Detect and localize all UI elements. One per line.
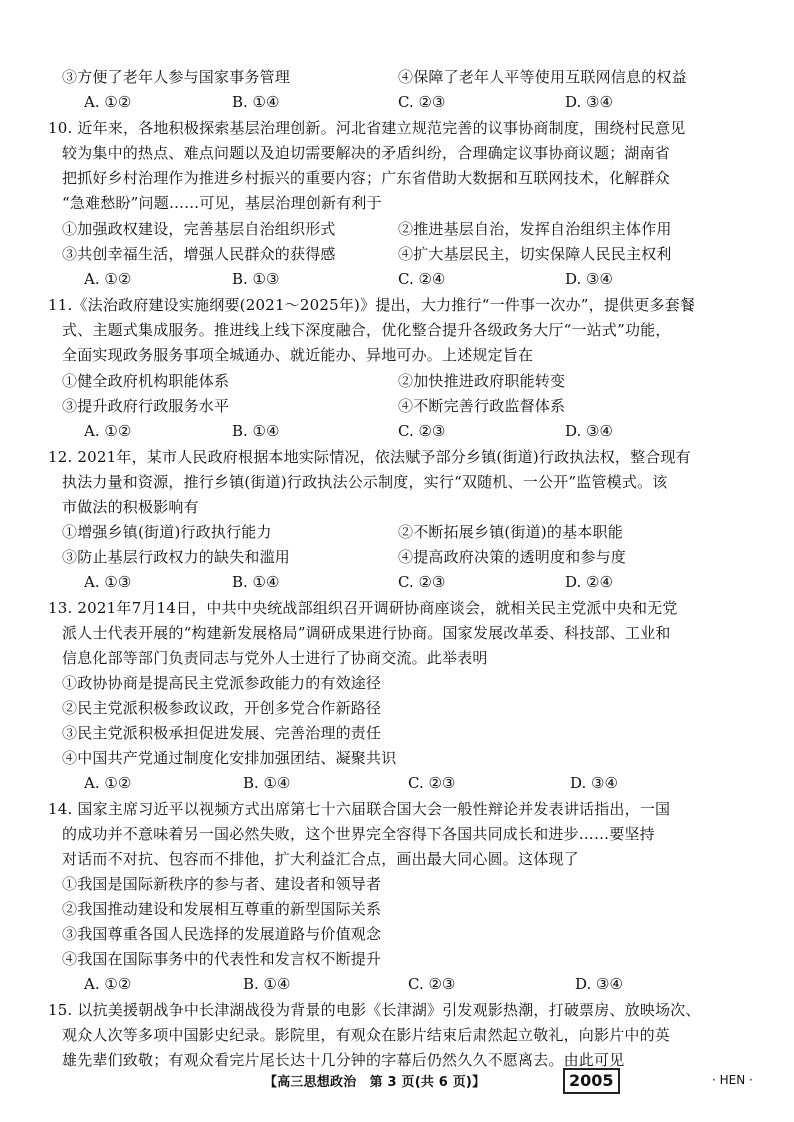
q11-answer-c: C. ②③ xyxy=(398,422,446,440)
q13-option-1: ①政协协商是提高民主党派参政能力的有效途径 xyxy=(62,674,382,692)
q11-option-2: ②加快推进政府职能转变 xyxy=(398,372,566,390)
q14-answer-b: B. ①④ xyxy=(243,975,291,993)
q11-answer-a: A. ①② xyxy=(84,422,132,440)
q11-option-1: ①健全政府机构职能体系 xyxy=(62,372,230,390)
page-code-box xyxy=(565,1068,618,1094)
q12-option-4: ④提高政府决策的透明度和参与度 xyxy=(398,548,627,566)
q11-stem-line: 11.《法治政府建设实施纲要(2021～2025年)》提出，大力推行“一件事一次办”，提供更多套餐 xyxy=(48,296,696,314)
q13-stem-line: 13. 2021年7月14日，中共中央统战部组织召开调研协商座谈会，就相关民主党派中央和无党 xyxy=(48,599,678,617)
q9-option-3: ③方便了老年人参与国家事务管理 xyxy=(62,68,291,86)
q10-answer-b: B. ①③ xyxy=(232,270,280,288)
q13-option-4: ④中国共产党通过制度化安排加强团结、凝聚共识 xyxy=(62,749,397,767)
region-tag: · HEN · xyxy=(712,1073,753,1087)
q11-option-4: ④不断完善行政监督体系 xyxy=(398,397,566,415)
q14-stem-line: 的成功并不意味着另一国必然失败，这个世界完全容得下各国共同成长和进步……要坚持 xyxy=(62,825,655,843)
q10-answer-d: D. ③④ xyxy=(565,270,613,288)
q14-stem-line: 对话而不对抗、包容而不排他，扩大利益汇合点，画出最大同心圆。这体现了 xyxy=(62,850,579,868)
q9-option-4: ④保障了老年人平等使用互联网信息的权益 xyxy=(398,68,687,86)
q10-stem-line: 把抓好乡村治理作为推进乡村振兴的重要内容；广东省借助大数据和互联网技术，化解群众 xyxy=(62,169,671,187)
q15-stem-line: 观众人次等多项中国影史纪录。影院里，有观众在影片结束后肃然起立敬礼，向影片中的英 xyxy=(62,1026,671,1044)
q12-answer-a: A. ①③ xyxy=(84,573,132,591)
page-footer-title: 【高三思想政治 第 3 页(共 6 页)】 xyxy=(264,1075,486,1090)
q12-stem-line: 执法力量和资源，推行乡镇(街道)行政执法公示制度，实行“双随机、一公开”监管模式。该 xyxy=(62,473,668,491)
q14-answer-d: D. ③④ xyxy=(575,975,623,993)
q14-option-1: ①我国是国际新秩序的参与者、建设者和领导者 xyxy=(62,875,382,893)
q14-option-2: ②我国推动建设和发展相互尊重的新型国际关系 xyxy=(62,900,382,918)
q13-stem-line: 信息化部等部门负责同志与党外人士进行了协商交流。此举表明 xyxy=(62,649,488,667)
q10-option-3: ③共创幸福生活，增强人民群众的获得感 xyxy=(62,245,336,263)
q11-option-3: ③提升政府行政服务水平 xyxy=(62,397,230,415)
q13-answer-a: A. ①② xyxy=(84,774,132,792)
q15-stem-line: 雄先辈们致敬；有观众看完片尾长达十几分钟的字幕后仍然久久不愿离去。由此可见 xyxy=(62,1051,625,1069)
q11-stem-line: 全面实现政务服务事项全城通办、就近能办、异地可办。上述规定旨在 xyxy=(62,346,534,364)
q12-option-1: ①增强乡镇(街道)行政执行能力 xyxy=(62,523,272,541)
q13-answer-b: B. ①④ xyxy=(243,774,291,792)
q13-answer-c: C. ②③ xyxy=(408,774,456,792)
q14-answer-a: A. ①② xyxy=(84,975,132,993)
q10-answer-a: A. ①② xyxy=(84,270,132,288)
q10-answer-c: C. ②④ xyxy=(398,270,446,288)
q11-answer-d: D. ③④ xyxy=(565,422,613,440)
q12-answer-d: D. ②④ xyxy=(565,573,613,591)
q14-stem-line: 14. 国家主席习近平以视频方式出席第七十六届联合国大会一般性辩论并发表讲话指出，一国 xyxy=(48,800,671,818)
q9-answer-a: A. ①② xyxy=(84,93,132,111)
q9-answer-c: C. ②③ xyxy=(398,93,446,111)
q11-stem-line: 式、主题式集成服务。推进线上线下深度融合，优化整合提升各级政务大厅“一站式”功能， xyxy=(62,321,671,339)
q10-stem-line: 较为集中的热点、难点问题以及迫切需要解决的矛盾纠纷，合理确定议事协商议题；湖南省 xyxy=(62,144,671,162)
q12-stem-line: 市做法的积极影响有 xyxy=(62,498,199,516)
q12-answer-b: B. ①④ xyxy=(232,573,280,591)
q10-stem-line: “急难愁盼”问题……可见，基层治理创新有利于 xyxy=(62,194,382,212)
q13-stem-line: 派人士代表开展的“构建新发展格局”调研成果进行协商。国家发展改革委、科技部、工业和 xyxy=(62,624,671,642)
q10-option-4: ④扩大基层民主，切实保障人民民主权利 xyxy=(398,245,672,263)
bracket-left xyxy=(563,1068,571,1094)
q14-option-4: ④我国在国际事务中的代表性和发言权不断提升 xyxy=(62,950,382,968)
q10-option-1: ①加强政权建设，完善基层自治组织形式 xyxy=(62,220,336,238)
q12-option-3: ③防止基层行政权力的缺失和滥用 xyxy=(62,548,291,566)
q9-answer-d: D. ③④ xyxy=(565,93,613,111)
q10-stem-line: 10. 近年来，各地积极探索基层治理创新。河北省建立规范完善的议事协商制度，围绕村民意见 xyxy=(48,119,686,137)
q13-option-2: ②民主党派积极参政议政，开创多党合作新路径 xyxy=(62,699,382,717)
q13-answer-d: D. ③④ xyxy=(570,774,618,792)
q15-stem-line: 15. 以抗美援朝战争中长津湖战役为背景的电影《长津湖》引发观影热潮，打破票房、放映场次、 xyxy=(48,1001,701,1019)
q9-answer-b: B. ①④ xyxy=(232,93,280,111)
q14-answer-c: C. ②③ xyxy=(408,975,456,993)
q10-option-2: ②推进基层自治，发挥自治组织主体作用 xyxy=(398,220,672,238)
bracket-right xyxy=(612,1068,620,1094)
page-code: 2005 xyxy=(569,1071,614,1090)
q12-answer-c: C. ②③ xyxy=(398,573,446,591)
q14-option-3: ③我国尊重各国人民选择的发展道路与价值观念 xyxy=(62,925,382,943)
q12-stem-line: 12. 2021年，某市人民政府根据本地实际情况，依法赋予部分乡镇(街道)行政执法权，整合现有 xyxy=(48,448,691,466)
q11-answer-b: B. ①④ xyxy=(232,422,280,440)
q13-option-3: ③民主党派积极承担促进发展、完善治理的责任 xyxy=(62,724,382,742)
q12-option-2: ②不断拓展乡镇(街道)的基本职能 xyxy=(398,523,623,541)
